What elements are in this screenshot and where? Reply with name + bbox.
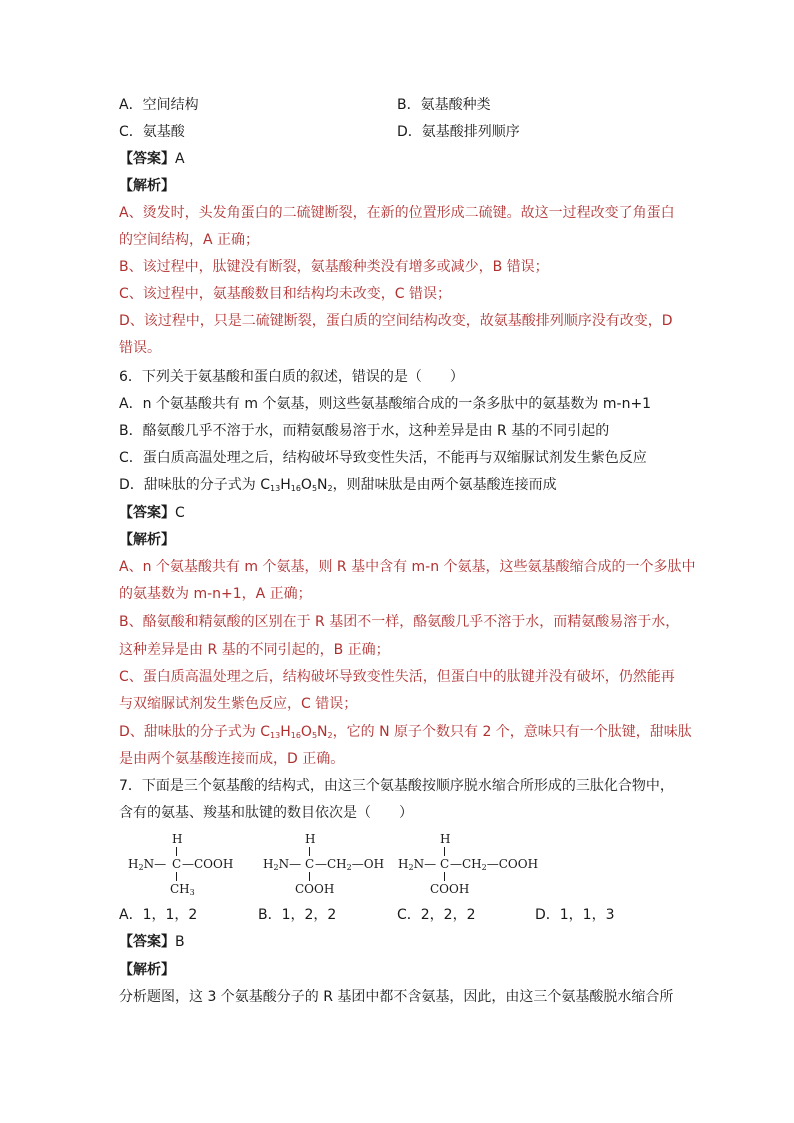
struct-atom: H xyxy=(440,832,451,846)
struct-atom: C xyxy=(440,857,450,871)
struct-group: $H_2N—$ xyxy=(263,857,302,872)
bond-line xyxy=(176,847,177,856)
formula-sub: 2 xyxy=(327,731,333,740)
q6-analysis-line: 与双缩脲试剂发生紫色反应，C 错误； xyxy=(119,696,358,712)
q6-analysis-line: B、酪氨酸和精氨酸的区别在于 R 基团不一样，酪氨酸几乎不溶于水，而精氨酸易溶于水， xyxy=(119,614,680,630)
formula-suffix: ，它的 N 原子个数只有 2 个，意味只有一个肽键，甜味肽 xyxy=(332,724,692,740)
formula-part: O xyxy=(300,724,312,740)
q7-stem: 含有的氨基、羧基和肽键的数目依次是（ ） xyxy=(119,805,413,821)
struct-atom: H xyxy=(172,832,183,846)
q6-analysis-line: A、n 个氨基酸共有 m 个氨基，则 R 基中含有 m-n 个氨基，这些氨基酸缩合成的一个多肽中 xyxy=(119,559,696,575)
answer-label: 【答案】 xyxy=(119,934,175,950)
answer-label: 【答案】 xyxy=(119,505,175,521)
q6-analysis-line: 的氨基数为 m-n+1，A 正确； xyxy=(119,586,312,602)
q7-answer xyxy=(119,932,185,952)
struct-group: $CH_3$ xyxy=(170,882,195,897)
formula-suffix: ，则甜味肽是由两个氨基酸连接而成 xyxy=(332,477,557,493)
struct-atom: H xyxy=(305,832,316,846)
amino-acid-structure-serine xyxy=(263,832,393,900)
q7-analysis-label: 【解析】 xyxy=(119,962,175,978)
bond-line xyxy=(309,847,310,856)
formula-sub: 5 xyxy=(311,731,318,740)
q5-analysis-line: C、该过程中，氨基酸数目和结构均未改变，C 错误； xyxy=(119,286,451,302)
amino-acid-structure-aspartate xyxy=(398,832,538,900)
q5-analysis-line: B、该过程中，肽键没有断裂，氨基酸种类没有增多或减少，B 错误； xyxy=(119,259,549,275)
q6-stem: 6．下列关于氨基酸和蛋白质的叙述，错误的是（ ） xyxy=(119,369,464,385)
bond-line xyxy=(444,847,445,856)
struct-group: $H_2N—$ xyxy=(398,857,437,872)
answer-value: C xyxy=(175,505,185,521)
bond-line xyxy=(176,872,177,881)
amino-acid-structure-alanine xyxy=(128,832,258,900)
q5-option-c: C．氨基酸 xyxy=(119,124,185,140)
q6-option-d xyxy=(119,475,557,499)
struct-group: $—CH_2—OH$ xyxy=(315,857,385,872)
q7-option-a: A．1，1，2 xyxy=(119,907,198,923)
struct-group: —COOH xyxy=(182,857,234,871)
q7-stem: 7．下面是三个氨基酸的结构式，由这三个氨基酸按顺序脱水缩合所形成的三肽化合物中， xyxy=(119,778,674,794)
formula-part: H xyxy=(280,724,291,740)
answer-value: A xyxy=(175,151,185,167)
q5-option-b: B．氨基酸种类 xyxy=(397,97,491,113)
q6-analysis-line-d xyxy=(119,722,692,746)
q5-analysis-line: A、烫发时，头发角蛋白的二硫键断裂，在新的位置形成二硫键。故这一过程改变了角蛋白 xyxy=(119,205,675,221)
formula-part: N xyxy=(317,477,328,493)
formula-sub: 13 xyxy=(270,484,281,493)
q6-answer xyxy=(119,503,185,523)
q6-option-b: B．酪氨酸几乎不溶于水，而精氨酸易溶于水，这种差异是由 R 基的不同引起的 xyxy=(119,423,610,439)
formula-prefix: D、甜味肽的分子式为 C xyxy=(119,724,271,740)
formula-prefix: D．甜味肽的分子式为 C xyxy=(119,477,271,493)
bond-line xyxy=(444,872,445,881)
answer-value: B xyxy=(175,934,185,950)
formula-sub: 13 xyxy=(270,731,281,740)
q7-option-b: B．1，2，2 xyxy=(258,907,337,923)
q6-option-a: A．n 个氨基酸共有 m 个氨基，则这些氨基酸缩合成的一条多肽中的氨基数为 m-n+1 xyxy=(119,396,652,412)
struct-group: $H_2N—$ xyxy=(128,857,167,872)
struct-atom: C xyxy=(305,857,315,871)
q7-analysis-line: 分析题图，这 3 个氨基酸分子的 R 基团中都不含氨基，因此，由这三个氨基酸脱水缩合所 xyxy=(119,989,674,1005)
bond-line xyxy=(309,872,310,881)
struct-group: $—CH_2—COOH$ xyxy=(450,857,539,872)
q6-analysis-line: C、蛋白质高温处理之后，结构破坏导致变性失活，但蛋白中的肽键并没有破坏，仍然能再 xyxy=(119,669,675,685)
q5-analysis-label: 【解析】 xyxy=(119,178,175,194)
q5-analysis-line: D、该过程中，只是二硫键断裂，蛋白质的空间结构改变，故氨基酸排列顺序没有改变，D xyxy=(119,313,673,329)
q5-answer xyxy=(119,149,185,169)
q5-analysis-line: 的空间结构，A 正确； xyxy=(119,232,260,248)
formula-part: N xyxy=(317,724,328,740)
q7-option-d: D．1，1，3 xyxy=(535,907,615,923)
formula-sub: 5 xyxy=(311,484,318,493)
q5-option-a: A．空间结构 xyxy=(119,97,199,113)
formula-sub: 16 xyxy=(290,731,301,740)
q6-analysis-line: 这种差异是由 R 基的不同引起的，B 正确； xyxy=(119,642,390,658)
struct-atom: C xyxy=(172,857,182,871)
answer-label: 【答案】 xyxy=(119,151,175,167)
q6-analysis-line: 是由两个氨基酸连接而成，D 正确。 xyxy=(119,751,345,767)
struct-group: COOH xyxy=(430,882,470,896)
formula-part: O xyxy=(300,477,312,493)
q5-option-d: D．氨基酸排列顺序 xyxy=(397,124,520,140)
formula-sub: 16 xyxy=(290,484,301,493)
formula-part: H xyxy=(280,477,291,493)
q6-analysis-label: 【解析】 xyxy=(119,532,175,548)
struct-group: COOH xyxy=(295,882,335,896)
q6-option-c: C．蛋白质高温处理之后，结构破坏导致变性失活，不能再与双缩脲试剂发生紫色反应 xyxy=(119,450,647,466)
q5-analysis-line: 错误。 xyxy=(119,340,161,356)
formula-sub: 2 xyxy=(327,484,333,493)
q7-option-c: C．2，2，2 xyxy=(397,907,476,923)
